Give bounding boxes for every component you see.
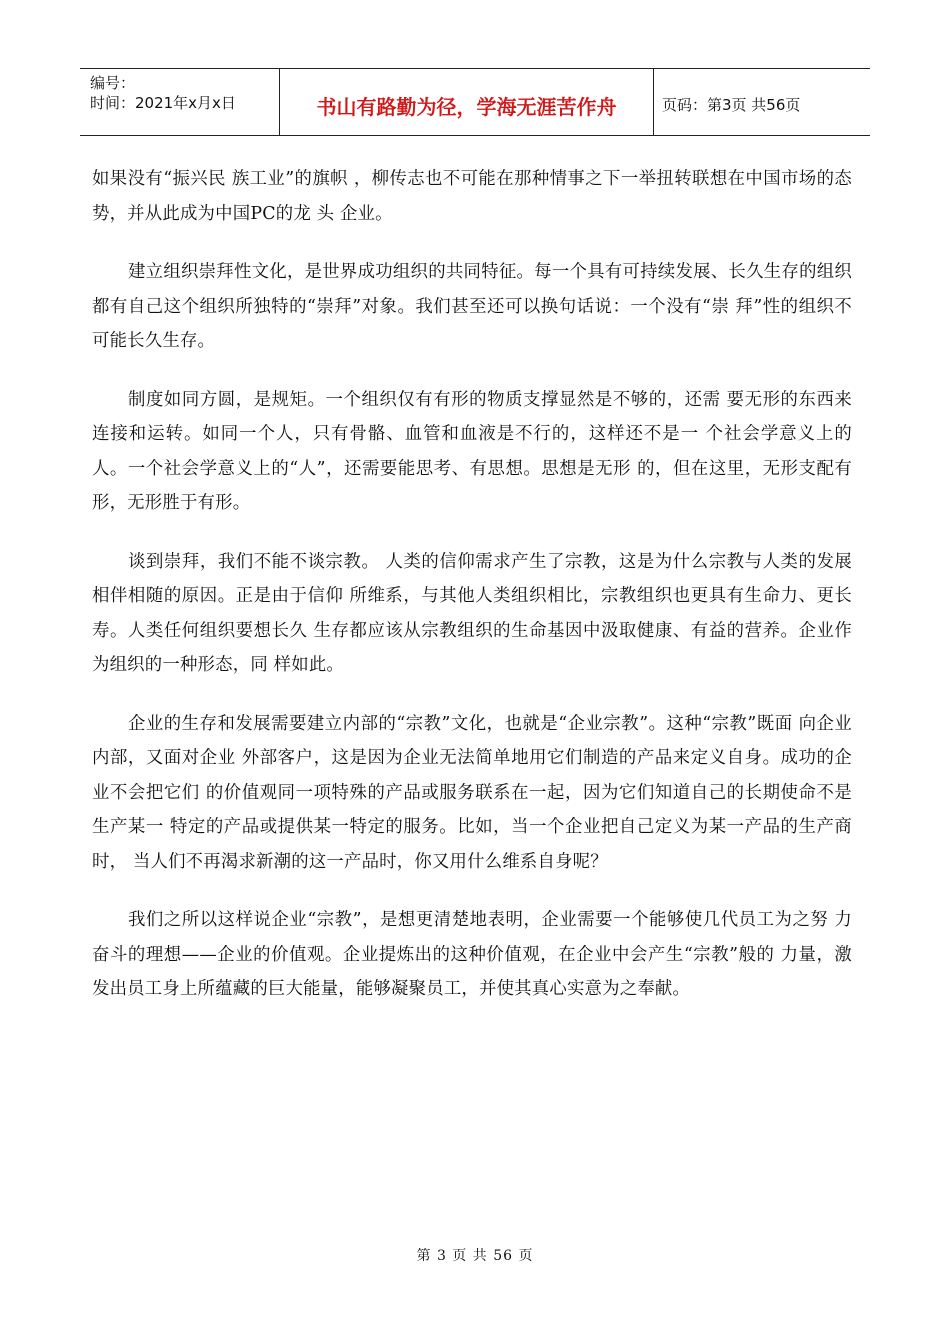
paragraph: 制度如同方圆，是规矩。一个组织仅有有形的物质支撑显然是不够的，还需 要无形的东西来连接和运转。如同一个人，只有骨骼、血管和血液是不行的，这样还不是一 个社会学意义上的人。一个社会学意义上的“人”，还需要能思考、有思想。思想是无形 的，但在这里，无形支配有形，无形胜于有形。: [92, 389, 852, 513]
paragraph: 企业的生存和发展需要建立内部的“宗教”文化，也就是“企业宗教”。这种“宗教”既面 向企业内部，又面对企业 外部客户，这是因为企业无法简单地用它们制造的产品来定义自身。成功的企业不会把它们 的价值观同一项特殊的产品或服务联系在一起，因为它们知道自己的长期使命不是生产某一 特定的产品或提供某一特定的服务。比如，当一个企业把自己定义为某一产品的生产商时， 当人们不再渴求新潮的这一产品时，你又用什么维系自身呢？: [92, 713, 852, 872]
paragraph: 如果没有“振兴民 族工业”的旗帜 ，柳传志也不可能在那种情事之下一举扭转联想在中国市场的态势，并从此成为中国PC的龙 头 企业。: [92, 169, 852, 224]
paragraph: 我们之所以这样说企业“宗教”，是想更清楚地表明，企业需要一个能够使几代员工为之努 力奋斗的理想——企业的价值观。企业提炼出的这种价值观，在企业中会产生“宗教”般的 力量，激发出员工身上所蕴藏的巨大能量，能够凝聚员工，并使其真心实意为之奉献。: [92, 910, 852, 999]
paragraph: 建立组织崇拜性文化，是世界成功组织的共同特征。每一个具有可持续发展、长久生存的组织 都有自己这个组织所独特的“崇拜”对象。我们甚至还可以换句话说：一个没有“崇 拜”性的组织不可能长久生存。: [92, 262, 852, 351]
header-motto: 书山有路勤为径，学海无涯苦作舟: [280, 69, 654, 135]
page-footer: 第 3 页 共 56 页: [416, 1248, 534, 1264]
header-meta: [80, 69, 280, 135]
document-code-label: 编号：: [90, 74, 136, 92]
paragraph: 谈到崇拜，我们不能不谈宗教。 人类的信仰需求产生了宗教，这是为什么宗教与人类的发展相伴相随的原因。正是由于信仰 所维系，与其他人类组织相比，宗教组织也更具有生命力、更长寿。人类任何组织要想长久 生存都应该从宗教组织的生命基因中汲取健康、有益的营养。企业作为组织的一种形态，同 样如此。: [92, 551, 852, 675]
page-header: [80, 68, 870, 136]
header-page-number: 页码：第3页 共56页: [662, 95, 801, 114]
document-time-label: 时间：2021年x月x日: [90, 94, 236, 112]
document-body: [92, 162, 852, 1031]
